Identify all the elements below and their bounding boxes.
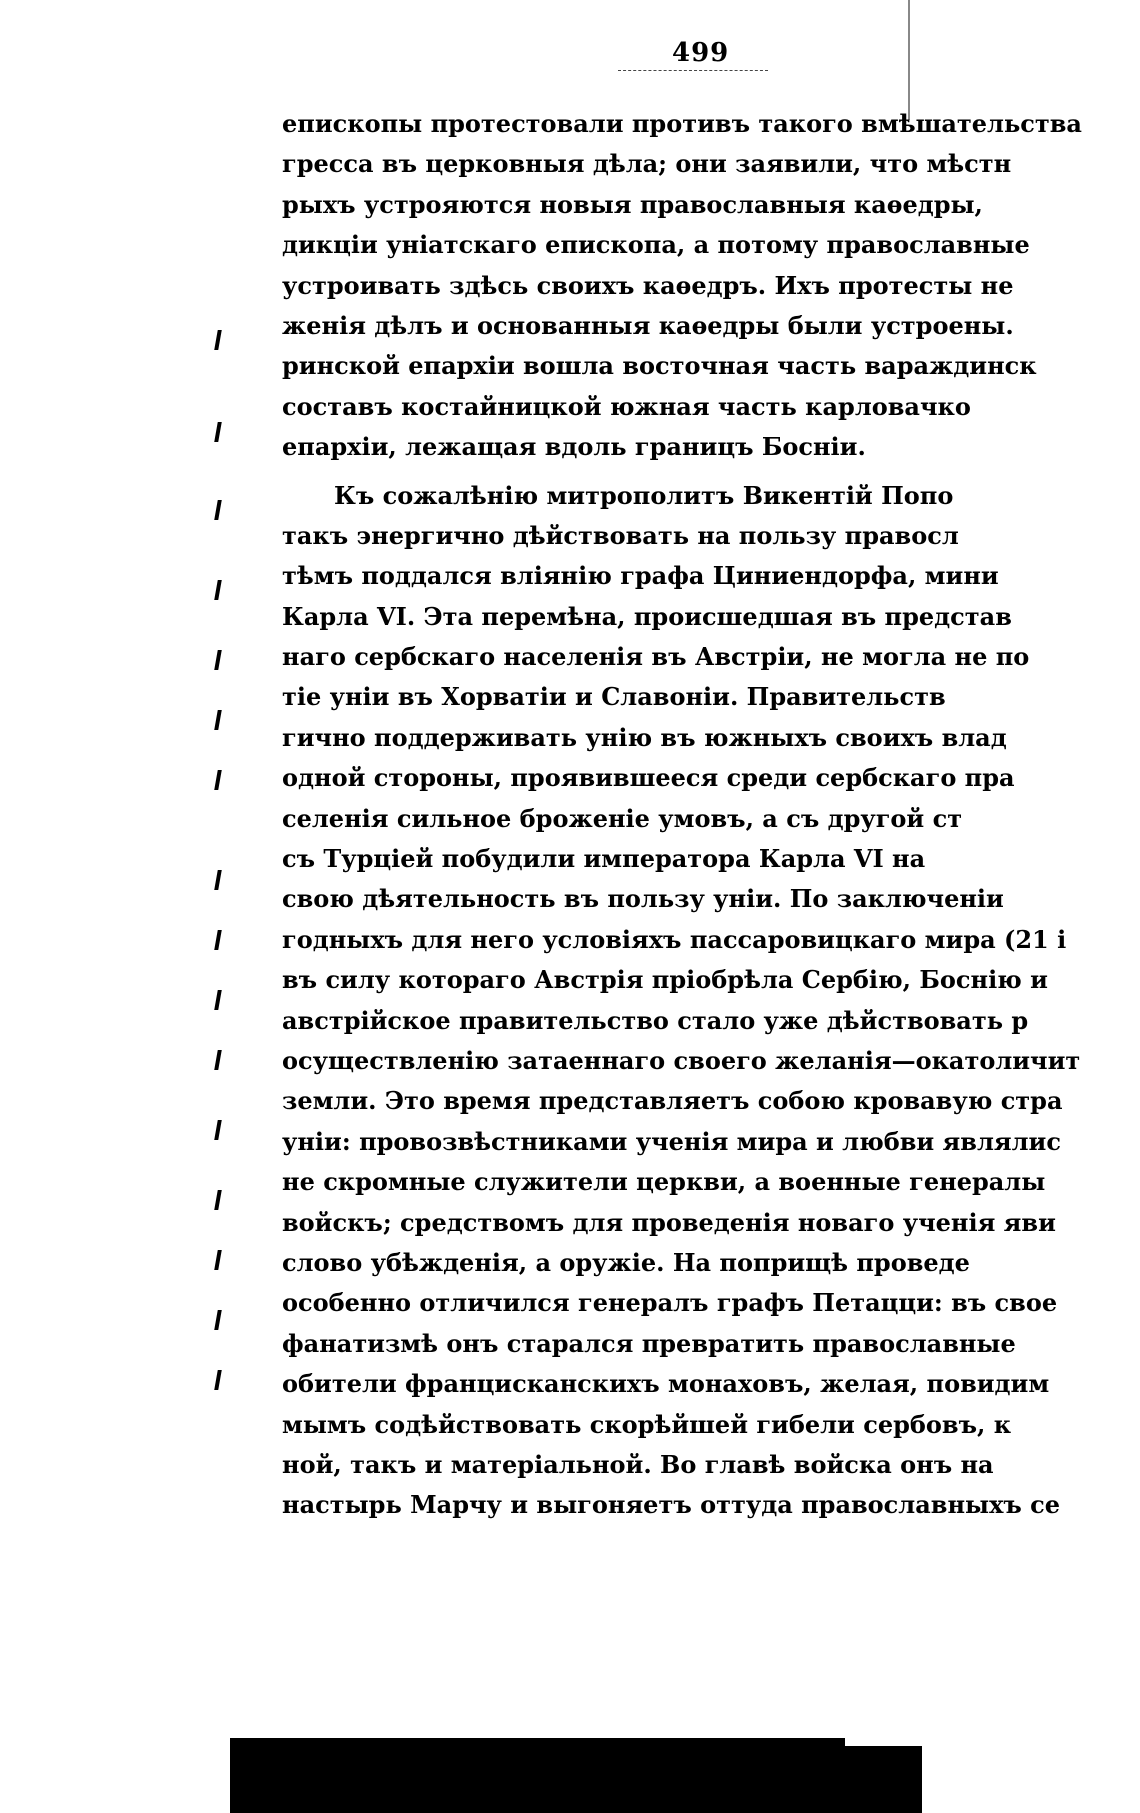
text-line: уніи: провозвѣстниками ученія мира и любви являлис [282,1126,1061,1156]
margin-mark [214,710,222,730]
text-line: мымъ содѣйствовать скорѣйшей гибели сербовъ, к [282,1409,1012,1439]
text-line: съ Турціей побудили императора Карла VI на [282,844,926,874]
page-number: 499 [672,38,730,68]
margin-mark [214,1190,222,1210]
margin-marks [208,330,234,1410]
text-line: годныхъ для него условіяхъ пассаровицкаго мира (21 і [282,924,1067,954]
text-line: такъ энергично дѣйствовать на пользу правосл [282,520,959,550]
text-line: фанатизмѣ онъ старался превратить православные [282,1328,1016,1358]
margin-mark [214,870,222,890]
bottom-scan-bar [230,1738,922,1813]
text-block [282,104,1082,1520]
text-line: селенія сильное броженіе умовъ, а съ другой ст [282,803,963,833]
right-edge-rule [908,0,910,120]
text-line: слово убѣжденія, а оружіе. На поприщѣ проведе [282,1247,970,1277]
text-line: въ силу котораго Австрія пріобрѣла Сербію, Боснію и [282,965,1048,995]
text-line: рыхъ устрояются новыя православныя каѳедры, [282,189,983,219]
bottom-scan-notch [845,1738,925,1746]
margin-mark [214,330,222,350]
text-line: настырь Марчу и выгоняетъ оттуда православныхъ се [282,1490,1061,1520]
text-line: ринской епархіи вошла восточная часть вараждинск [282,351,1037,381]
text-line: устроивать здѣсь своихъ каѳедръ. Ихъ протесты не [282,270,1014,300]
text-line: ной, такъ и матеріальной. Во главѣ войска онъ на [282,1449,994,1479]
margin-mark [214,650,222,670]
margin-mark [214,770,222,790]
text-line: Карла VI. Эта перемѣна, происшедшая въ представ [282,601,1012,631]
text-line: не скромные служители церкви, а военные генералы [282,1167,1046,1197]
margin-mark [214,1250,222,1270]
text-line: земли. Это время представляетъ собою кровавую стра [282,1086,1063,1116]
page-number-rule [618,70,768,71]
text-line: наго сербскаго населенія въ Австріи, не могла не по [282,642,1030,672]
text-line: тіе уніи въ Хорватіи и Славоніи. Правительств [282,682,946,712]
margin-mark [214,500,222,520]
margin-mark [214,930,222,950]
margin-mark [214,1120,222,1140]
text-line: обители францисканскихъ монаховъ, желая, повидим [282,1369,1050,1399]
text-line: особенно отличился генералъ графъ Петацци: въ свое [282,1288,1058,1318]
text-line: одной стороны, проявившееся среди сербскаго пра [282,763,1015,793]
margin-mark [214,1370,222,1390]
text-line: Къ сожалѣнію митрополитъ Викентій Попо [334,480,954,510]
text-line: епископы протестовали противъ такого вмѣшательства [282,109,1082,138]
text-line: свою дѣятельность въ пользу уніи. По заключеніи [282,884,1004,914]
text-line: войскъ; средствомъ для проведенія новаго ученія яви [282,1207,1056,1237]
text-line: гично поддерживать унію въ южныхъ своихъ влад [282,722,1007,752]
text-line: женія дѣлъ и основанныя каѳедры были устроены. [282,310,1014,340]
margin-mark [214,580,222,600]
margin-mark [214,422,222,442]
text-line: составъ костайницкой южная часть карловачко [282,391,971,421]
text-line: тѣмъ поддался вліянію графа Циниендорфа, мини [282,561,999,591]
margin-mark [214,1050,222,1070]
text-line: епархіи, лежащая вдоль границъ Босніи. [282,432,866,462]
text-line: гресса въ церковныя дѣла; они заявили, что мѣстн [282,149,1012,179]
text-line: австрійское правительство стало уже дѣйствовать р [282,1005,1029,1035]
text-line: осуществленію затаеннаго своего желанія—окатоличит [282,1045,1081,1075]
text-line: дикціи уніатскаго епископа, а потому православные [282,230,1030,260]
margin-mark [214,1310,222,1330]
margin-mark [214,990,222,1010]
paragraph-gap [282,468,910,476]
